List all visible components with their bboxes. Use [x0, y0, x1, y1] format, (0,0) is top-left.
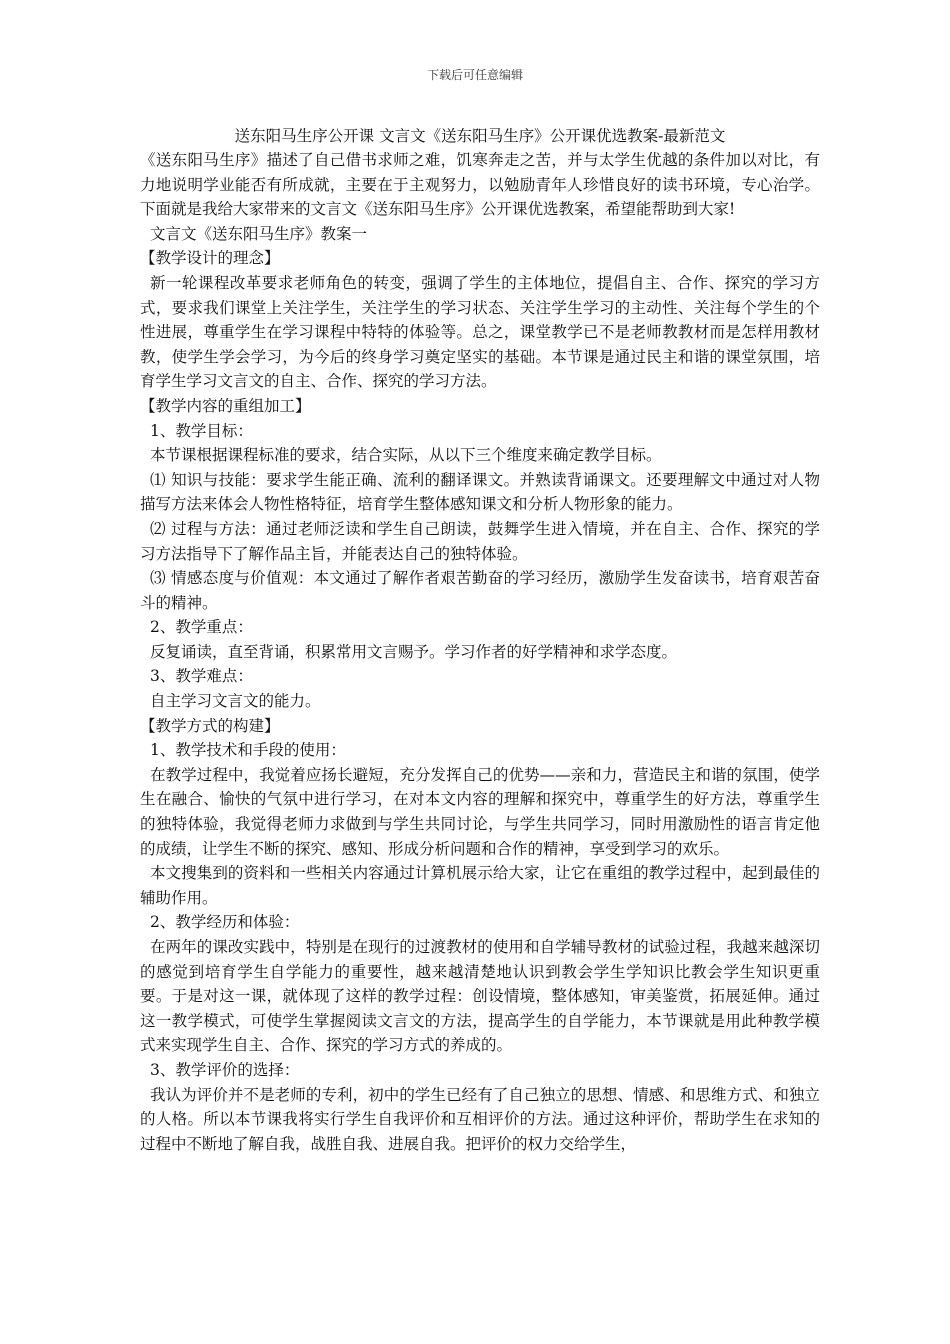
paragraph: 【教学内容的重组加工】	[140, 396, 311, 415]
paragraph: 2、教学重点：	[150, 618, 253, 637]
paragraph: 【教学设计的理念】	[140, 249, 280, 268]
paragraph: 3、教学难点：	[150, 667, 253, 686]
paragraph: 本节课根据课程标准的要求，结合实际，从以下三个维度来确定教学目标。	[150, 446, 662, 465]
paragraph: 1、教学目标：	[150, 421, 253, 440]
paragraph: 在教学过程中，我觉着应扬长避短，充分发挥自己的优势——亲和力，营造民主和谐的氛围，使学生在融合、愉快的气氛中进行学习，在对本文内容的理解和探究中，尊重学生的好方法，尊重学生的独特体验，我觉得老师力求做到与学生共同讨论，与学生共同学习，同时用激励性的语言肯定他的成绩，让学生不断的探究、感知、形成分析问题和合作的精神，享受到学习的欢乐。	[140, 765, 820, 858]
paragraph: 《送东阳马生序》描述了自己借书求师之难，饥寒奔走之苦，并与太学生优越的条件加以对比，有力地说明学业能否有所成就，主要在于主观努力，以勉励青年人珍惜良好的读书环境，专心治学。下面就是我给大家带来的文言文《送东阳马生序》公开课优选教案，希望能帮助到大家!	[140, 151, 820, 219]
page-header: 下载后可任意编辑	[426, 68, 523, 82]
paragraph: ⑶ 情感态度与价值观：本文通过了解作者艰苦勤奋的学习经历，激励学生发奋读书，培育艰苦奋斗的精神。	[140, 569, 820, 612]
paragraph: ⑵ 过程与方法：通过老师泛读和学生自己朗读，鼓舞学生进入情境，并在自主、合作、探究的学习方法指导下了解作品主旨，并能表达自己的独特体验。	[140, 519, 820, 563]
paragraph: 2、教学经历和体验：	[150, 913, 300, 932]
document-title: 送东阳马生序公开课 文言文《送东阳马生序》公开课优选教案-最新范文	[234, 127, 726, 145]
paragraph-list	[140, 148, 820, 1156]
paragraph: 文言文《送东阳马生序》教案一	[150, 224, 368, 243]
paragraph: 【教学方式的构建】	[140, 716, 280, 735]
paragraph: 自主学习文言文的能力。	[150, 692, 321, 711]
paragraph: 我认为评价并不是老师的专利，初中的学生已经有了自己独立的思想、情感、和思维方式、和独立的人格。所以本节课我将实行学生自我评价和互相评价的方法。通过这种评价，帮助学生在求知的过程中不断地了解自我，战胜自我、进展自我。把评价的权力交给学生，	[140, 1085, 820, 1153]
paragraph: 本文搜集到的资料和一些相关内容通过计算机展示给大家，让它在重组的教学过程中，起到最佳的辅助作用。	[140, 864, 820, 907]
document-body	[140, 124, 820, 1156]
paragraph: 在两年的课改实践中，特别是在现行的过渡教材的使用和自学辅导教材的试验过程，我越来越深切的感觉到培育学生自学能力的重要性，越来越清楚地认识到教会学生学知识比教会学生知识更重要。于是对这一课，就体现了这样的教学过程：创设情境，整体感知，审美鉴赏，拓展延伸。通过这一教学模式，可使学生掌握阅读文言文的方法，提高学生的自学能力，本节课就是用此种教学模式来实现学生自主、合作、探究的学习方式的养成的。	[140, 938, 820, 1055]
paragraph: 1、教学技术和手段的使用：	[150, 741, 346, 760]
paragraph: 新一轮课程改革要求老师角色的转变，强调了学生的主体地位，提倡自主、合作、探究的学习方式，要求我们课堂上关注学生，关注学生的学习状态、关注学生学习的主动性、关注每个学生的个性进展，尊重学生在学习课程中特特的体验等。总之，课堂教学已不是老师教教材而是怎样用教材教，使学生学会学习，为今后的终身学习奠定坚实的基础。本节课是通过民主和谐的课堂氛围，培育学生学习文言文的自主、合作、探究的学习方法。	[140, 273, 820, 391]
paragraph: 3、教学评价的选择：	[150, 1060, 300, 1079]
paragraph: 反复诵读，直至背诵，积累常用文言赐予。学习作者的好学精神和求学态度。	[150, 642, 678, 661]
paragraph: ⑴ 知识与技能：要求学生能正确、流利的翻译课文。并熟读背诵课文。还要理解文中通过对人物描写方法来体会人物性格特征，培育学生整体感知课文和分析人物形象的能力。	[140, 470, 820, 514]
